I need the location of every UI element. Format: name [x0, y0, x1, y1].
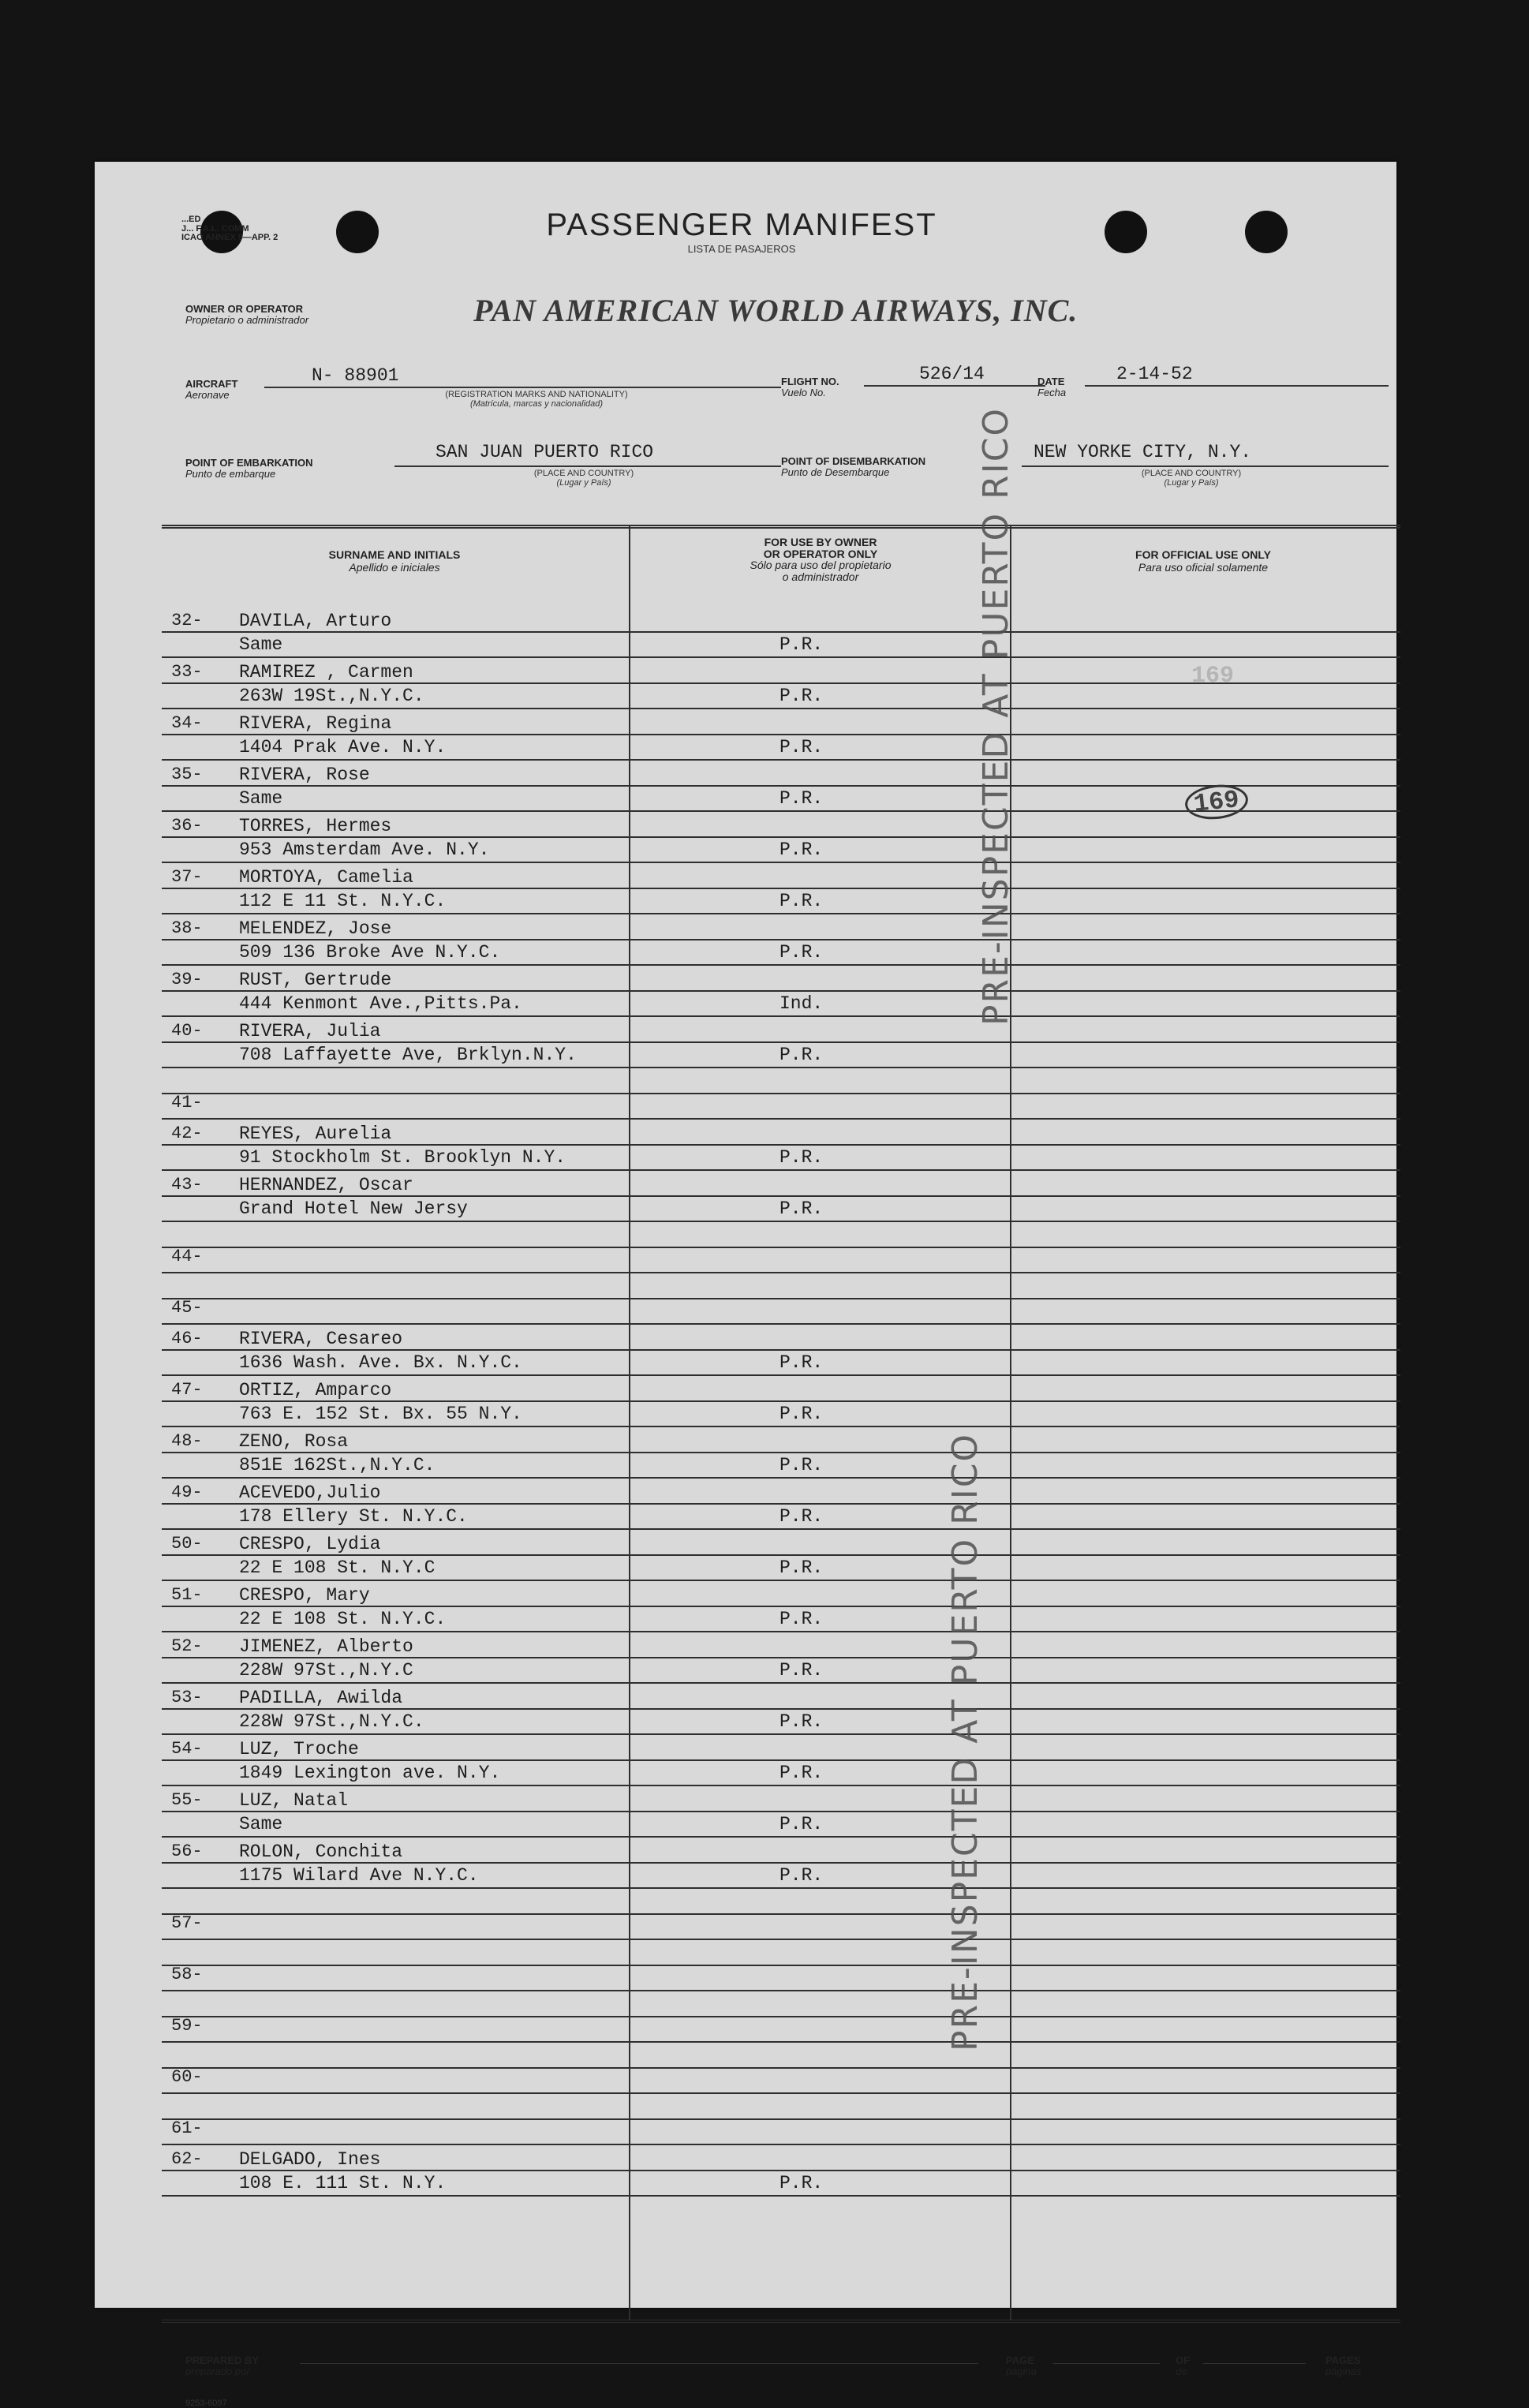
passenger-name: DAVILA, Arturo — [239, 611, 392, 631]
row-line — [162, 1554, 1400, 1556]
passenger-name: RIVERA, Cesareo — [239, 1329, 403, 1349]
owner-use-code: P.R. — [779, 1763, 824, 1783]
row-line — [162, 1836, 1400, 1838]
passenger-name: LUZ, Troche — [239, 1739, 359, 1759]
passenger-name: REYES, Aurelia — [239, 1124, 392, 1144]
row-line — [162, 1503, 1400, 1505]
owner-use-code: P.R. — [779, 1660, 824, 1681]
passenger-address: 108 E. 111 St. N.Y. — [239, 2173, 447, 2193]
page-title: PASSENGER MANIFEST — [546, 208, 937, 242]
row-line — [162, 1759, 1400, 1761]
owner-use-code: P.R. — [779, 686, 824, 706]
owner-use-code: P.R. — [779, 2173, 824, 2193]
row-line — [162, 1682, 1400, 1684]
column-divider — [629, 525, 630, 2320]
passenger-address: 91 Stockholm St. Brooklyn N.Y. — [239, 1147, 566, 1168]
table-bottom-rule — [162, 2320, 1400, 2323]
owner-use-code: P.R. — [779, 788, 824, 809]
row-line — [162, 1400, 1400, 1402]
row-number: 49- — [171, 1483, 203, 1502]
date-value: 2-14-52 — [1116, 364, 1193, 384]
row-number: 61- — [171, 2118, 203, 2138]
row-number: 51- — [171, 1585, 203, 1605]
embark-label: POINT OF EMBARKATION Punto de embarque — [185, 457, 313, 480]
row-line — [162, 1990, 1400, 1991]
row-line — [162, 1785, 1400, 1786]
row-line — [162, 1272, 1400, 1273]
row-line — [162, 2067, 1400, 2069]
row-line — [162, 1323, 1400, 1325]
manifest-sheet — [95, 162, 1396, 2408]
passenger-address: 953 Amsterdam Ave. N.Y. — [239, 839, 490, 860]
passenger-address: 263W 19St.,N.Y.C. — [239, 686, 424, 706]
owner-use-code: P.R. — [779, 1711, 824, 1732]
row-line — [162, 990, 1400, 992]
passenger-name: MORTOYA, Camelia — [239, 867, 413, 888]
passenger-address: 112 E 11 St. N.Y.C. — [239, 891, 447, 911]
row-line — [162, 1580, 1400, 1581]
row-line — [162, 2092, 1400, 2094]
row-line — [162, 1247, 1400, 1248]
row-number: 36- — [171, 816, 203, 836]
row-line — [162, 888, 1400, 889]
row-line — [162, 862, 1400, 863]
owner-use-code: P.R. — [779, 1198, 824, 1219]
inspection-stamp: PRE-INSPECTED AT PUERTO RICO — [976, 406, 1016, 1026]
row-line — [162, 1733, 1400, 1735]
passenger-name: ZENO, Rosa — [239, 1431, 349, 1452]
passenger-name: ROLON, Conchita — [239, 1842, 403, 1862]
passenger-name: HERNANDEZ, Oscar — [239, 1175, 413, 1195]
row-line — [162, 734, 1400, 735]
aircraft-label: AIRCRAFT Aeronave — [185, 378, 238, 401]
form-code: 9253-6097 — [185, 2399, 227, 2408]
owner-use-code: P.R. — [779, 1609, 824, 1629]
row-number: 47- — [171, 1380, 203, 1400]
row-line — [162, 1887, 1400, 1889]
passenger-name: DELGADO, Ines — [239, 2149, 381, 2170]
table-top-rule — [162, 525, 1400, 529]
row-line — [162, 1067, 1400, 1068]
punch-hole — [1245, 211, 1288, 253]
passenger-address: 22 E 108 St. N.Y.C. — [239, 1609, 447, 1629]
row-number: 50- — [171, 1534, 203, 1554]
page-subtitle: LISTA DE PASAJEROS — [687, 243, 796, 255]
aircraft-note: (REGISTRATION MARKS AND NATIONALITY) (Matrícula, marcas y nacionalidad) — [445, 390, 628, 409]
passenger-name: PADILLA, Awilda — [239, 1688, 403, 1708]
passenger-address: 1175 Wilard Ave N.Y.C. — [239, 1865, 479, 1886]
row-number: 45- — [171, 1298, 203, 1318]
passenger-address: 708 Laffayette Ave, Brklyn.N.Y. — [239, 1045, 577, 1065]
row-line — [162, 1374, 1400, 1376]
row-number: 55- — [171, 1790, 203, 1810]
row-line — [162, 939, 1400, 940]
owner-use-code: P.R. — [779, 737, 824, 757]
passenger-name: TORRES, Hermes — [239, 816, 392, 836]
row-number: 32- — [171, 611, 203, 630]
row-line — [162, 2041, 1400, 2043]
row-line — [162, 1939, 1400, 1940]
passenger-address: 763 E. 152 St. Bx. 55 N.Y. — [239, 1404, 522, 1424]
row-line — [162, 1298, 1400, 1299]
row-line — [162, 1144, 1400, 1146]
row-number: 44- — [171, 1247, 203, 1266]
row-line — [162, 1169, 1400, 1171]
row-line — [162, 1528, 1400, 1530]
row-line — [162, 1606, 1400, 1607]
passenger-name: RIVERA, Julia — [239, 1021, 381, 1041]
row-number: 33- — [171, 662, 203, 682]
passenger-address: Same — [239, 634, 283, 655]
row-number: 38- — [171, 918, 203, 938]
punch-hole — [336, 211, 379, 253]
row-line — [162, 1477, 1400, 1479]
row-number: 53- — [171, 1688, 203, 1707]
row-line — [162, 1118, 1400, 1120]
prepared-by-label: PREPARED BY preparado por — [185, 2354, 259, 2377]
row-number: 46- — [171, 1329, 203, 1348]
row-line — [162, 1041, 1400, 1043]
passenger-name: RAMIREZ , Carmen — [239, 662, 413, 682]
passenger-name: JIMENEZ, Alberto — [239, 1636, 413, 1657]
row-line — [162, 759, 1400, 761]
row-line — [162, 1349, 1400, 1351]
row-line — [162, 1913, 1400, 1915]
row-number: 34- — [171, 713, 203, 733]
row-number: 56- — [171, 1842, 203, 1861]
passenger-name: RUST, Gertrude — [239, 970, 392, 990]
owner-use-code: P.R. — [779, 1404, 824, 1424]
row-line — [162, 836, 1400, 838]
row-number: 41- — [171, 1093, 203, 1112]
page-label: PAGE página — [1006, 2354, 1037, 2377]
row-number: 39- — [171, 970, 203, 989]
row-line — [162, 913, 1400, 914]
owner-label: OWNER OR OPERATOR Propietario o administrador — [185, 303, 309, 326]
row-number: 59- — [171, 2016, 203, 2036]
owner-use-code: P.R. — [779, 1557, 824, 1578]
owner-use-code: P.R. — [779, 1147, 824, 1168]
row-line — [162, 2195, 1400, 2197]
passenger-name: RIVERA, Rose — [239, 765, 370, 785]
owner-use-code: P.R. — [779, 1352, 824, 1373]
row-line — [162, 1195, 1400, 1197]
row-line — [162, 1631, 1400, 1632]
faint-number: 169 — [1191, 663, 1235, 690]
passenger-address: 444 Kenmont Ave.,Pitts.Pa. — [239, 993, 522, 1014]
disembark-label: POINT OF DISEMBARKATION Punto de Desembarque — [781, 455, 926, 478]
owner-use-code: P.R. — [779, 1455, 824, 1475]
passenger-address: 1404 Prak Ave. N.Y. — [239, 737, 447, 757]
column-header-owner-use: FOR USE BY OWNER OR OPERATOR ONLY Sólo para uso del propietario o administrador — [750, 536, 892, 584]
row-number: 54- — [171, 1739, 203, 1759]
owner-use-code: P.R. — [779, 1865, 824, 1886]
column-header-official: FOR OFFICIAL USE ONLY Para uso oficial solamente — [1135, 548, 1271, 574]
owner-use-code: P.R. — [779, 1814, 824, 1834]
row-number: 57- — [171, 1913, 203, 1933]
row-line — [162, 1657, 1400, 1658]
row-line — [162, 656, 1400, 658]
disembark-place-note: (PLACE AND COUNTRY) (Lugar y País) — [1141, 469, 1242, 488]
passenger-name: CRESPO, Lydia — [239, 1534, 381, 1554]
row-number: 42- — [171, 1124, 203, 1143]
row-line — [162, 2144, 1400, 2145]
owner-use-code: P.R. — [779, 1045, 824, 1065]
row-number: 37- — [171, 867, 203, 887]
disembark-value: NEW YORKE CITY, N.Y. — [1034, 442, 1252, 462]
of-label: OF de — [1176, 2354, 1191, 2377]
flight-label: FLIGHT NO. Vuelo No. — [781, 376, 839, 398]
row-line — [162, 1426, 1400, 1427]
title-block — [544, 208, 939, 255]
punch-hole — [1105, 211, 1147, 253]
row-number: 40- — [171, 1021, 203, 1041]
row-line — [162, 2170, 1400, 2171]
column-header-surname: SURNAME AND INITIALS Apellido e iniciales — [328, 548, 461, 574]
pages-label: PAGES páginas — [1325, 2354, 1362, 2377]
passenger-name: CRESPO, Mary — [239, 1585, 370, 1606]
row-number: 62- — [171, 2149, 203, 2169]
passenger-address: 22 E 108 St. N.Y.C — [239, 1557, 436, 1578]
owner-use-code: P.R. — [779, 1506, 824, 1527]
row-number: 43- — [171, 1175, 203, 1195]
passenger-address: 851E 162St.,N.Y.C. — [239, 1455, 436, 1475]
row-line — [162, 1093, 1400, 1094]
row-line — [162, 2118, 1400, 2120]
row-line — [162, 2016, 1400, 2017]
owner-use-code: Ind. — [779, 993, 824, 1014]
owner-use-code: P.R. — [779, 839, 824, 860]
row-line — [162, 631, 1400, 633]
passenger-address: Same — [239, 788, 283, 809]
date-label: DATE Fecha — [1037, 376, 1067, 398]
passenger-address: Grand Hotel New Jersy — [239, 1198, 468, 1219]
row-line — [162, 1708, 1400, 1710]
row-line — [162, 708, 1400, 709]
passenger-address: 228W 97St.,N.Y.C — [239, 1660, 413, 1681]
row-number: 58- — [171, 1965, 203, 1984]
passenger-name: ACEVEDO,Julio — [239, 1483, 381, 1503]
form-reference: ...ED J... F.A.L. COMM ICAO ANNEX 9—APP. 2 — [181, 215, 279, 243]
row-line — [162, 1015, 1400, 1017]
passenger-address: 1849 Lexington ave. N.Y. — [239, 1763, 501, 1783]
row-number: 60- — [171, 2067, 203, 2087]
passenger-name: LUZ, Natal — [239, 1790, 349, 1811]
row-number: 48- — [171, 1431, 203, 1451]
operator-name: PAN AMERICAN WORLD AIRWAYS, INC. — [473, 293, 1079, 328]
passenger-address: 1636 Wash. Ave. Bx. N.Y.C. — [239, 1352, 522, 1373]
row-line — [162, 1452, 1400, 1453]
passenger-name: MELENDEZ, Jose — [239, 918, 392, 939]
row-number: 35- — [171, 765, 203, 784]
owner-use-code: P.R. — [779, 942, 824, 963]
passenger-name: ORTIZ, Amparco — [239, 1380, 392, 1400]
passenger-address: 509 136 Broke Ave N.Y.C. — [239, 942, 501, 963]
row-line — [162, 1965, 1400, 1966]
row-line — [162, 1862, 1400, 1864]
embark-value: SAN JUAN PUERTO RICO — [436, 442, 654, 462]
flight-value: 526/14 — [919, 364, 985, 384]
embark-place-note: (PLACE AND COUNTRY) (Lugar y País) — [533, 469, 634, 488]
aircraft-value: N- 88901 — [312, 365, 399, 386]
row-line — [162, 1811, 1400, 1812]
passenger-address: 178 Ellery St. N.Y.C. — [239, 1506, 468, 1527]
owner-use-code: P.R. — [779, 891, 824, 911]
passenger-address: 228W 97St.,N.Y.C. — [239, 1711, 424, 1732]
circled-number: 169 — [1183, 782, 1250, 822]
inspection-stamp: PRE-INSPECTED AT PUERTO RICO — [945, 1432, 985, 2051]
passenger-address: Same — [239, 1814, 283, 1834]
row-line — [162, 964, 1400, 966]
row-number: 52- — [171, 1636, 203, 1656]
passenger-name: RIVERA, Regina — [239, 713, 392, 734]
owner-use-code: P.R. — [779, 634, 824, 655]
row-line — [162, 1221, 1400, 1222]
